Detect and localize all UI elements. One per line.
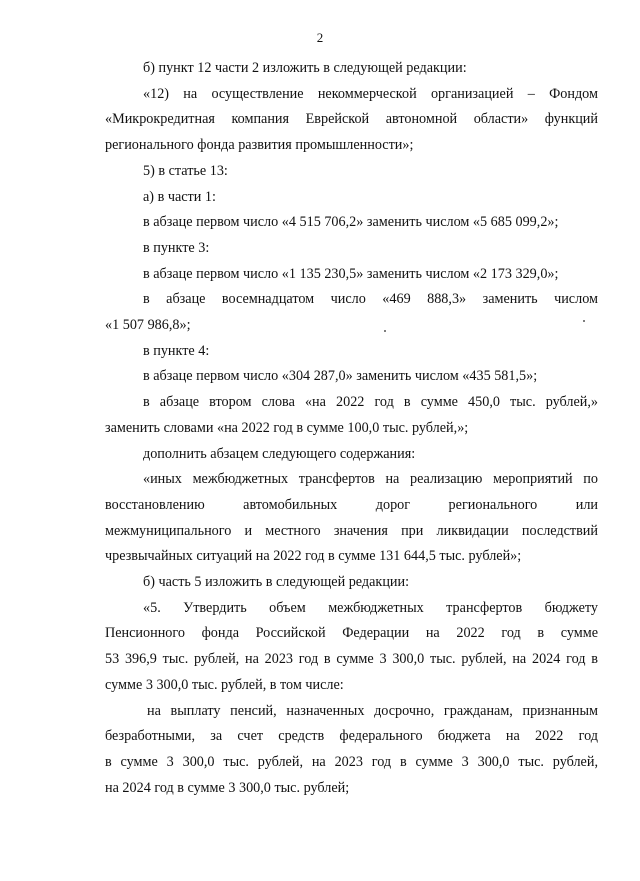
text-line: чрезвычайных ситуаций на 2022 год в сумме 131 644,5 тыс. рублей»; [105, 548, 522, 565]
page-number: 2 [316, 30, 324, 45]
text-line: в пункте 3: [143, 239, 210, 256]
text-line: в абзаце восемнадцатом число «469 888,3» заменить числом [143, 291, 598, 308]
document-body [105, 56, 598, 801]
text-line: на 2024 год в сумме 3 300,0 тыс. рублей; [105, 779, 350, 796]
text-line: в абзаце первом число «304 287,0» заменить числом «435 581,5»; [143, 368, 538, 385]
text-line: безработными, за счет средств федерального бюджета на 2022 год [105, 728, 598, 745]
text-line: «12) на осуществление некоммерческой организацией – Фондом [143, 85, 598, 102]
text-line: в сумме 3 300,0 тыс. рублей, на 2023 год в сумме 3 300,0 тыс. рублей, [105, 753, 598, 770]
text-line: 53 396,9 тыс. рублей, на 2023 год в сумме 3 300,0 тыс. рублей, на 2024 год в [105, 651, 598, 668]
text-line: дополнить абзацем следующего содержания: [143, 445, 416, 462]
text-line: 5) в статье 13: [143, 162, 228, 179]
text-line: в абзаце первом число «1 135 230,5» заменить числом «2 173 329,0»; [143, 265, 559, 282]
text-line: в абзаце первом число «4 515 706,2» заменить числом «5 685 099,2»; [143, 214, 559, 231]
text-line: заменить словами «на 2022 год в сумме 100,0 тыс. рублей,»; [105, 419, 469, 436]
text-line: в абзаце втором слова «на 2022 год в сумме 450,0 тыс. рублей,» [143, 394, 598, 411]
text-line: «иных межбюджетных трансфертов на реализацию мероприятий по [143, 471, 598, 488]
scan-speck [384, 330, 386, 332]
text-line: сумме 3 300,0 тыс. рублей, в том числе: [105, 676, 344, 693]
text-line: в пункте 4: [143, 342, 210, 359]
text-line: межмуниципального и местного значения при ликвидации последствий [105, 522, 598, 539]
text-line: регионального фонда развития промышленности»; [105, 137, 414, 154]
scan-speck [583, 320, 585, 322]
text-line: «5. Утвердить объем межбюджетных трансфертов бюджету [143, 599, 598, 616]
text-line: «1 507 986,8»; [105, 317, 191, 334]
text-line: восстановлению автомобильных дорог регионального или [105, 496, 598, 513]
text-line: б) часть 5 изложить в следующей редакции: [143, 574, 410, 591]
text-line: на выплату пенсий, назначенных досрочно, гражданам, признанным [147, 702, 598, 719]
text-line: Пенсионного фонда Российской Федерации на 2022 год в сумме [105, 625, 598, 642]
text-line: б) пункт 12 части 2 изложить в следующей редакции: [143, 60, 467, 76]
text-line: «Микрокредитная компания Еврейской автономной области» функций [105, 111, 598, 128]
text-line: а) в части 1: [143, 188, 216, 205]
